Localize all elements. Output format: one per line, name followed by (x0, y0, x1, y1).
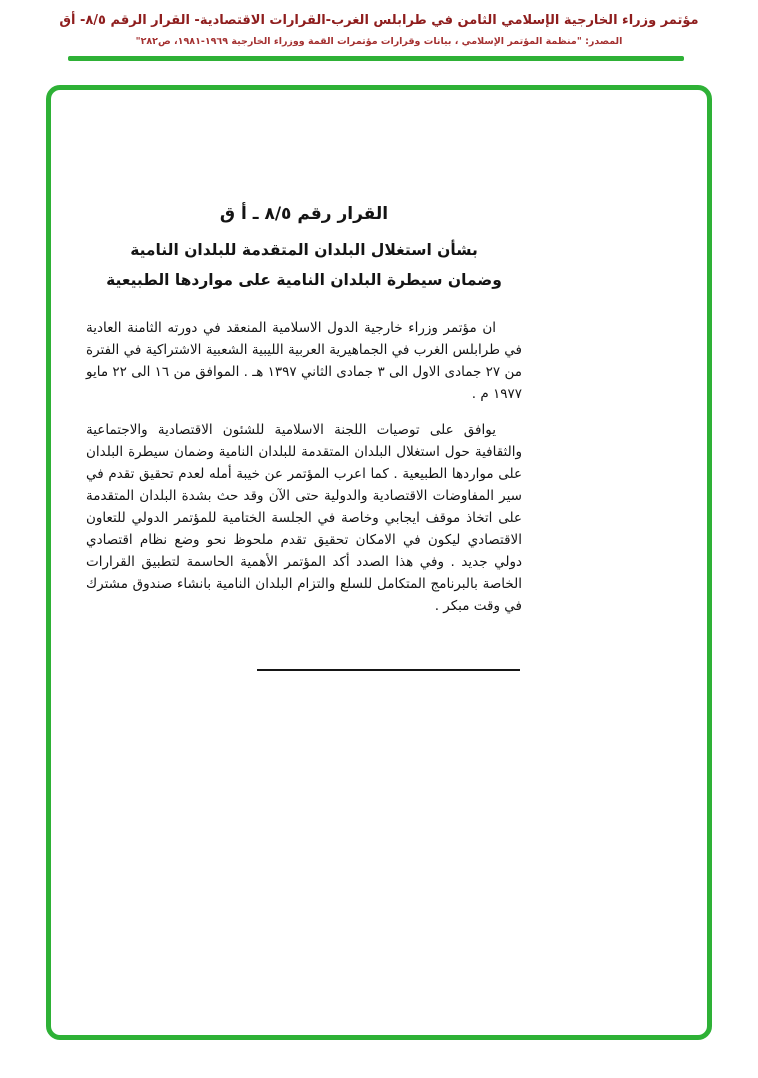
paragraph-preamble: ان مؤتمر وزراء خارجية الدول الاسلامية المنعقد في دورته الثامنة العادية في طرابلس الغرب في الجماهيرية العربية الليبية الشعبية الاشتراكية في الفترة من ٢٧ جمادى الاول الى ٣ جمادى الثاني ١٣٩٧ هـ . الموافق من ١٦ الى ٢٢ مايو ١٩٧٧ م . (86, 320, 522, 402)
document-body (86, 90, 522, 671)
resolution-subject-line1: بشأن استغلال البلدان المتقدمة للبلدان النامية (130, 241, 478, 259)
header-divider (68, 56, 684, 61)
resolution-title: القرار رقم ٨/٥ ـ أ ق (219, 204, 389, 224)
paragraph-resolution-body: يوافق على توصيات اللجنة الاسلامية للشئون الاقتصادية والاجتماعية والثقافية حول استغلال البلدان المتقدمة للبلدان النامية وضمان سيطرة البلدان على مواردها الطبيعية . كما اعرب المؤتمر عن خيبة أمله لعدم تحقيق تقدم في سير المفاوضات الاقتصادية والدولية حتى الآن وقد حث بشدة البلدان المتقدمة على اتخاذ موقف ايجابي وخاصة في الجلسة الختامية للمؤتمر الدولي للتعاون الاقتصادي ليكون في الامكان تحقيق تقدم ملحوظ نحو وضع نظام اقتصادي دولي جديد . وفي هذا الصدد أكد المؤتمر الأهمية الحاسمة لتطبيق القرارات الخاصة بالبرنامج المتكامل للسلع والتزام البلدان النامية بانشاء صندوق مشترك في وقت مبكر . (86, 422, 522, 614)
document-header (0, 0, 758, 47)
document-frame (46, 85, 712, 1040)
header-source: المصدر: "منظمة المؤتمر الإسلامي ، بيانات وقرارات مؤتمرات القمة ووزراء الخارجية ١٩٦٩-١٩٨١، ص٢٨٢" (135, 36, 623, 47)
header-title: مؤتمر وزراء الخارجية الإسلامي الثامن في طرابلس الغرب-القرارات الاقتصادية- القرار الرقم ٨/٥- أق (59, 13, 699, 28)
resolution-subject-line2: وضمان سيطرة البلدان النامية على مواردها الطبيعية (106, 271, 502, 289)
end-divider (257, 669, 520, 671)
